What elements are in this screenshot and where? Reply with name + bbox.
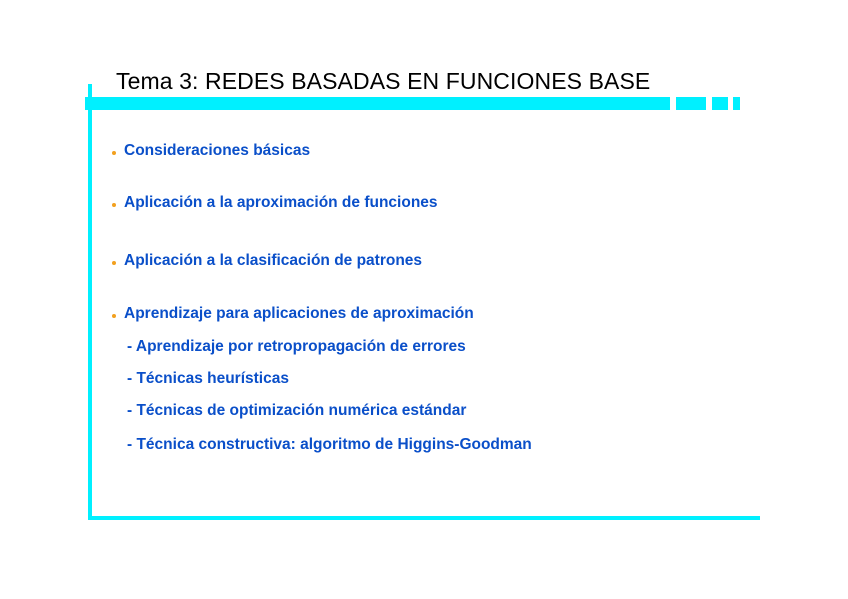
- bullet-item-text: Aprendizaje para aplicaciones de aproximación: [124, 305, 474, 322]
- bullet-item-text: Aplicación a la clasificación de patrones: [124, 252, 423, 269]
- bottom-border-line: [88, 516, 760, 520]
- bullet-item: [112, 194, 438, 212]
- bullet-item: [112, 305, 474, 323]
- title-underline-block-2: [712, 97, 728, 110]
- bullet-dot-icon: [112, 203, 116, 207]
- sub-item: - Técnicas de optimización numérica estándar: [127, 402, 467, 419]
- left-border-line: [88, 84, 92, 520]
- sub-item: - Técnica constructiva: algoritmo de Higgins-Goodman: [127, 436, 532, 453]
- bullet-dot-icon: [112, 261, 116, 265]
- bullet-item: [112, 252, 422, 270]
- title-underline-bar: [85, 97, 670, 110]
- title-underline-block-1: [676, 97, 706, 110]
- bullet-item-text: Consideraciones básicas: [124, 142, 311, 159]
- sub-item: - Técnicas heurísticas: [127, 370, 289, 387]
- bullet-dot-icon: [112, 151, 116, 155]
- bullet-item-text: Aplicación a la aproximación de funciones: [124, 194, 438, 211]
- bullet-dot-icon: [112, 314, 116, 318]
- bullet-item: [112, 142, 310, 160]
- title-underline-block-3: [733, 97, 740, 110]
- sub-item: - Aprendizaje por retropropagación de errores: [127, 338, 466, 355]
- slide-title: Tema 3: REDES BASADAS EN FUNCIONES BASE: [116, 68, 651, 94]
